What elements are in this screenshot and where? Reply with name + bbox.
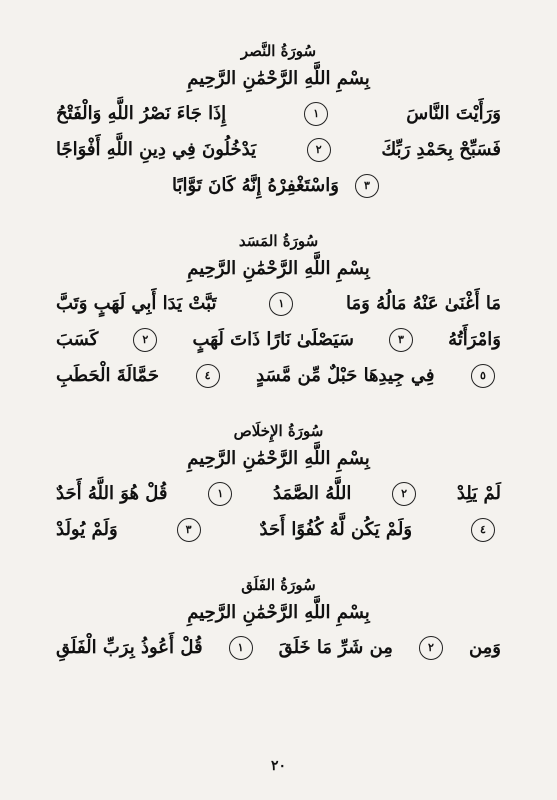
verse-number-marker: ٤ — [196, 364, 220, 388]
verse-text: وَلَمْ يَكُن لَّهُ كُفُوًا أَحَدٌ — [259, 519, 413, 540]
verse-number-marker: ٢ — [392, 482, 416, 506]
surah-block — [56, 228, 501, 392]
verse-text: وَامْرَأَتُهُ — [448, 329, 501, 350]
verse-text: يَدْخُلُونَ فِي دِينِ اللَّهِ أَفْوَاجًا — [56, 139, 257, 160]
verse-text: وَمِن — [468, 637, 501, 658]
basmala: بِسْمِ اللَّهِ الرَّحْمَٰنِ الرَّحِيمِ — [187, 258, 370, 279]
verse-line — [56, 478, 501, 510]
verse-line — [56, 98, 501, 130]
surah-title: سُورَةُ النَّصر — [240, 42, 317, 60]
verse-text: فِي جِيدِهَا حَبْلٌ مِّن مَّسَدٍ — [256, 365, 435, 386]
verse-text: قُلْ هُوَ اللَّهُ أَحَدٌ — [56, 483, 168, 504]
verse-number-marker: ٣ — [177, 518, 201, 542]
verse-line — [56, 288, 501, 320]
verse-line — [56, 360, 501, 392]
verse-text: كَسَبَ — [56, 329, 99, 350]
verse-text: مَا أَغْنَىٰ عَنْهُ مَالُهُ وَمَا — [346, 293, 501, 314]
surah-title: سُورَةُ المَسَد — [238, 232, 319, 250]
basmala: بِسْمِ اللَّهِ الرَّحْمَٰنِ الرَّحِيمِ — [187, 448, 370, 469]
verse-number-marker: ١ — [208, 482, 232, 506]
verse-number-marker: ٥ — [471, 364, 495, 388]
verse-text: لَمْ يَلِدْ — [456, 483, 501, 504]
surah-list — [56, 38, 501, 664]
verse-text: وَلَمْ يُولَدْ — [56, 519, 118, 540]
verse-text: وَاسْتَغْفِرْهُ إِنَّهُ كَانَ تَوَّابًا — [172, 175, 339, 196]
verse-number-marker: ١ — [229, 636, 253, 660]
verse-number-marker: ٢ — [133, 328, 157, 352]
verse-number-marker: ٢ — [419, 636, 443, 660]
surah-block — [56, 572, 501, 664]
verse-line — [56, 632, 501, 664]
verse-number-marker: ١ — [269, 292, 293, 316]
verse-text: مِن شَرِّ مَا خَلَقَ — [278, 637, 393, 658]
verse-text: اللَّهُ الصَّمَدُ — [273, 483, 352, 504]
verse-number-marker: ٣ — [389, 328, 413, 352]
verse-line — [56, 170, 501, 202]
verse-number-marker: ٣ — [355, 174, 379, 198]
verse-text: تَبَّتْ يَدَا أَبِي لَهَبٍ وَتَبَّ — [56, 293, 217, 314]
surah-title: سُورَةُ الإِخلَاص — [233, 422, 324, 440]
page-number: ٢٠ — [270, 758, 287, 774]
verse-number-marker: ٤ — [471, 518, 495, 542]
surah-block — [56, 38, 501, 202]
surah-block — [56, 418, 501, 546]
verse-line — [56, 324, 501, 356]
surah-title: سُورَةُ الفَلَق — [241, 576, 316, 594]
verse-number-marker: ٢ — [307, 138, 331, 162]
verse-text: وَرَأَيْتَ النَّاسَ — [406, 103, 501, 124]
verse-text: سَيَصْلَىٰ نَارًا ذَاتَ لَهَبٍ — [192, 329, 354, 350]
verse-number-marker: ١ — [304, 102, 328, 126]
verse-line — [56, 514, 501, 546]
verse-text: إِذَا جَاءَ نَصْرُ اللَّهِ وَالْفَتْحُ — [56, 103, 227, 124]
verse-text: قُلْ أَعُوذُ بِرَبِّ الْفَلَقِ — [56, 637, 203, 658]
verse-text: فَسَبِّحْ بِحَمْدِ رَبِّكَ — [381, 139, 501, 160]
basmala: بِسْمِ اللَّهِ الرَّحْمَٰنِ الرَّحِيمِ — [187, 602, 370, 623]
verse-text: حَمَّالَةَ الْحَطَبِ — [56, 365, 159, 386]
verse-line — [56, 134, 501, 166]
basmala: بِسْمِ اللَّهِ الرَّحْمَٰنِ الرَّحِيمِ — [187, 68, 370, 89]
